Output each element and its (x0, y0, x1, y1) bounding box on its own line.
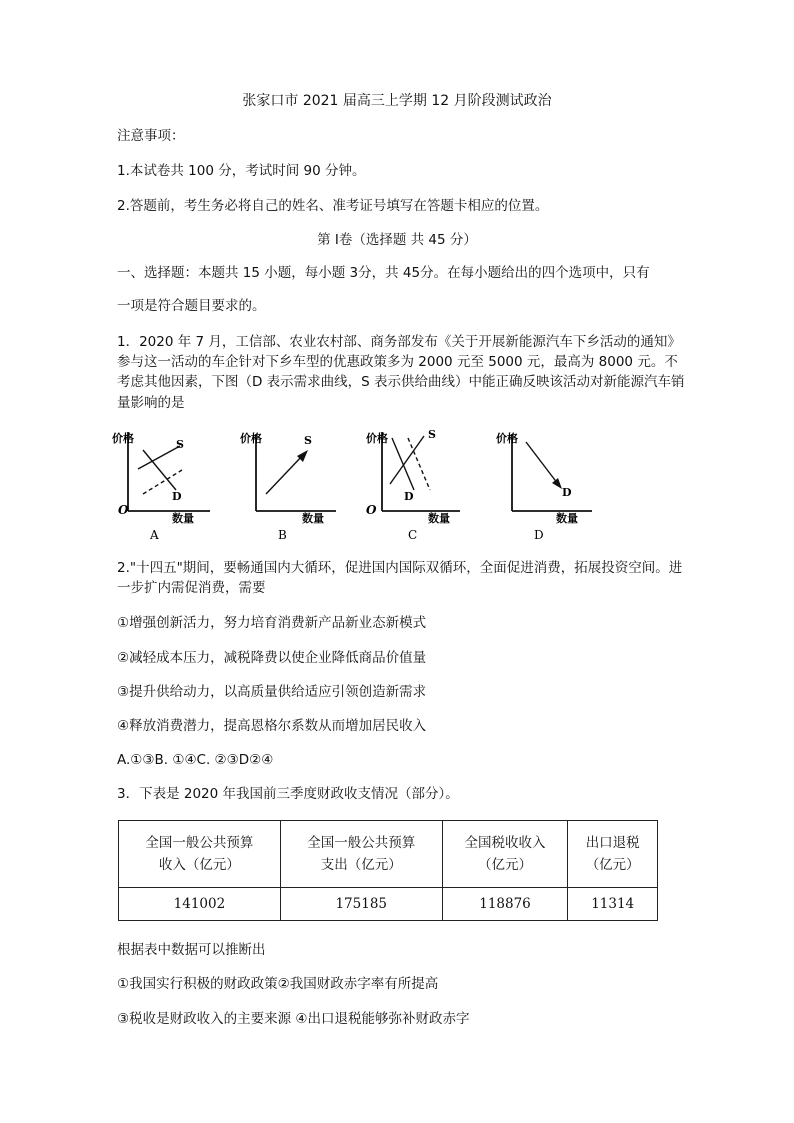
option-label: A (150, 528, 159, 542)
q2-item-2: ②减轻成本压力，减税降费以使企业降低商品价值量 (117, 650, 427, 666)
q1-line-3: 考虑其他因素，下图（D 表示需求曲线，S 表示供给曲线）中能正确反映该活动对新能源汽车销 (117, 374, 685, 390)
x-axis-label: 数量 (556, 512, 578, 525)
d-label: D (404, 490, 414, 503)
part-heading: 第 Ⅰ卷（选择题 共 45 分） (317, 232, 477, 248)
q2-item-3: ③提升供给动力，以高质量供给适应引领创造新需求 (117, 684, 427, 700)
q1-line-2: 参与这一活动的车企针对下乡车型的优惠政策多为 2000 元至 5000 元，最高为 8000 元。不 (117, 354, 678, 370)
s-label: S (428, 428, 436, 441)
table-header-cell: 全国税收收入 （亿元） (442, 821, 568, 888)
supply-curve (138, 446, 180, 469)
table-header-row (119, 821, 658, 888)
table-cell: 175185 (280, 888, 442, 921)
x-axis-label: 数量 (428, 512, 450, 525)
x-axis-label: 数量 (172, 512, 194, 525)
supply-curve (266, 454, 304, 494)
x-axis-label: 数量 (302, 512, 324, 525)
section-instruction-line-2: 一项是符合题目要求的。 (117, 298, 266, 314)
origin-label: O (366, 503, 377, 517)
section-instruction-line-1: 一、选择题：本题共 15 小题，每小题 3分，共 45分。在每小题给出的四个选项中，只有 (117, 265, 650, 281)
option-label: B (278, 528, 287, 542)
option-label: C (408, 528, 418, 542)
demand-curve (526, 442, 558, 484)
q2-line-1: 2."十四五"期间，要畅通国内大循环，促进国内国际双循环，全面促进消费，拓展投资空间。进 (117, 560, 683, 576)
page-title: 张家口市 2021 届高三上学期 12 月阶段测试政治 (242, 93, 552, 109)
y-axis-label: 价格 (496, 432, 518, 445)
arrow-head (552, 478, 562, 489)
table-cell: 118876 (442, 888, 568, 921)
q3-item-line-2: ③税收是财政收入的主要来源 ④出口退税能够弥补财政赤字 (117, 1011, 470, 1027)
graph-a (110, 424, 240, 544)
s-label: S (304, 434, 312, 447)
graph-b (232, 424, 362, 544)
d-label: D (562, 486, 572, 499)
d-label: D (172, 490, 182, 503)
q1-line-4: 量影响的是 (117, 395, 185, 411)
graph-a-svg (110, 424, 240, 544)
q3-item-line-1: ①我国实行积极的财政政策②我国财政赤字率有所提高 (117, 976, 439, 992)
graph-b-svg (232, 424, 362, 544)
s-label: S (176, 438, 184, 451)
table-cell: 141002 (119, 888, 281, 921)
graph-d-svg (486, 424, 616, 544)
q2-options: A.①③B. ①④C. ②③D②④ (117, 752, 274, 768)
table-row (119, 888, 658, 921)
table-header-cell: 全国一般公共预算 支出（亿元） (280, 821, 442, 888)
y-axis-label: 价格 (240, 432, 262, 445)
y-axis-label: 价格 (112, 432, 134, 445)
q3-after-table: 根据表中数据可以推断出 (117, 942, 266, 958)
graph-c-svg (360, 424, 490, 544)
table-header-cell: 全国一般公共预算 收入（亿元） (119, 821, 281, 888)
notice-item-1: 1.本试卷共 100 分，考试时间 90 分钟。 (117, 163, 366, 179)
q1-line-1: 1．2020 年 7 月，工信部、农业农村部、商务部发布《关于开展新能源汽车下乡活动的通知》 (117, 334, 681, 350)
q2-item-1: ①增强创新活力，努力培育消费新产品新业态新模式 (117, 615, 427, 631)
q2-item-4: ④释放消费潜力，提高恩格尔系数从而增加居民收入 (117, 718, 427, 734)
graph-d (486, 424, 616, 544)
q2-line-2: 一步扩内需促消费，需要 (117, 580, 266, 596)
q3-intro: 3．下表是 2020 年我国前三季度财政收支情况（部分）。 (117, 786, 459, 802)
y-axis-label: 价格 (366, 432, 388, 445)
notice-heading: 注意事项： (117, 128, 185, 144)
graph-c (360, 424, 490, 544)
origin-label: O (118, 503, 129, 517)
option-label: D (534, 528, 544, 542)
table-header-cell: 出口退税 （亿元） (568, 821, 658, 888)
fiscal-table (118, 820, 658, 921)
demand-curve (143, 450, 176, 490)
supply-curve (390, 436, 424, 484)
notice-item-2: 2.答题前，考生务必将自己的姓名、准考证号填写在答题卡相应的位置。 (117, 198, 549, 214)
table-cell: 11314 (568, 888, 658, 921)
